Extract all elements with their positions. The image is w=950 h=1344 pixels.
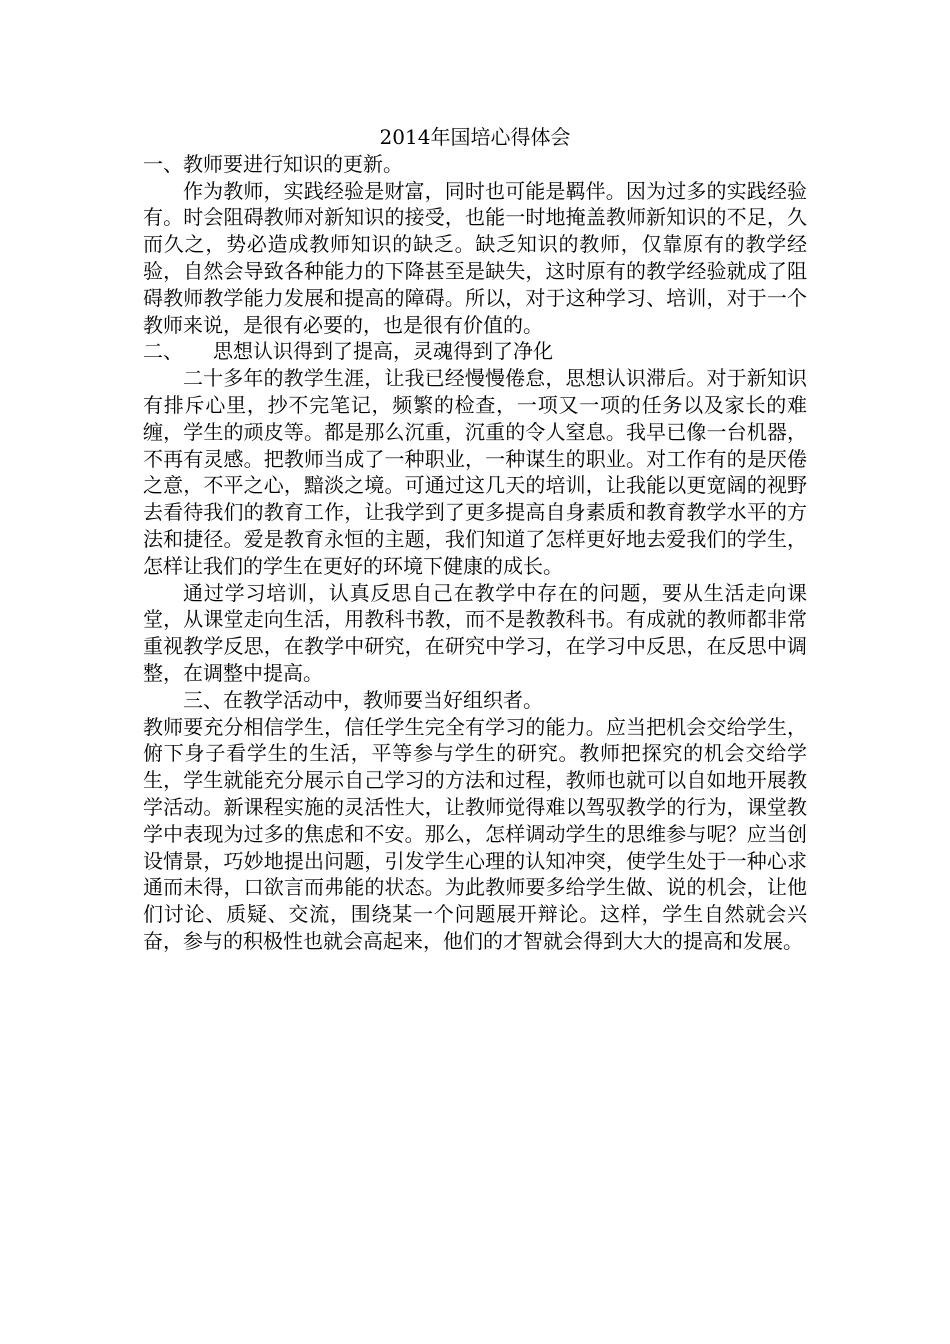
- section-2-paragraph-2: 通过学习培训，认真反思自己在教学中存在的问题，要从生活走向课堂，从课堂走向生活，用教科书教，而不是教教科书。有成就的教师都非常重视教学反思，在教学中研究，在研究中学习，在学习中反思，在反思中调整，在调整中提高。: [143, 580, 807, 685]
- section-2-paragraph-1: 二十多年的教学生涯，让我已经慢慢倦怠，思想认识滞后。对于新知识有排斥心里，抄不完笔记，频繁的检查，一项又一项的任务以及家长的难缠，学生的顽皮等。都是那么沉重，沉重的令人窒息。我早已像一台机器，不再有灵感。把教师当成了一种职业，一种谋生的职业。对工作有的是厌倦之意，不平之心，黯淡之境。可通过这几天的培训，让我能以更宽阔的视野去看待我们的教育工作，让我学到了更多提高自身素质和教育教学水平的方法和捷径。爱是教育永恒的主题，我们知道了怎样更好地去爱我们的学生，怎样让我们的学生在更好的环境下健康的成长。: [143, 366, 807, 578]
- section-2-number: 二、: [143, 339, 183, 364]
- section-2-heading-text: 思想认识得到了提高，灵魂得到了净化: [213, 339, 553, 364]
- document-title: 2014年国培心得体会: [379, 125, 571, 149]
- section-1-heading: 一、教师要进行知识的更新。: [143, 151, 403, 176]
- section-2-heading: [143, 338, 807, 365]
- section-3-paragraph: 教师要充分相信学生，信任学生完全有学习的能力。应当把机会交给学生，俯下身子看学生的生活，平等参与学生的研究。教师把探究的机会交给学生，学生就能充分展示自己学习的方法和过程，教师也就可以自如地开展教学活动。新课程实施的灵活性大，让教师觉得难以驾驭教学的行为，课堂教学中表现为过多的焦虑和不安。那么，怎样调动学生的思维参与呢？应当创设情景，巧妙地提出问题，引发学生心理的认知冲突，使学生处于一种心求通而未得，口欲言而弗能的状态。为此教师要多给学生做、说的机会，让他们讨论、质疑、交流，围绕某一个问题展开辩论。这样，学生自然就会兴奋，参与的积极性也就会高起来，他们的才智就会得到大大的提高和发展。: [143, 714, 807, 953]
- section-3-heading: 三、在教学活动中，教师要当好组织者。: [183, 687, 543, 712]
- section-1-paragraph: 作为教师，实践经验是财富，同时也可能是羁伴。因为过多的实践经验有。时会阻碍教师对新知识的接受，也能一时地掩盖教师新知识的不足，久而久之，势必造成教师知识的缺乏。缺乏知识的教师，仅靠原有的教学经验，自然会导致各种能力的下降甚至是缺失，这时原有的教学经验就成了阻碍教师教学能力发展和提高的障碍。所以，对于这种学习、培训，对于一个教师来说，是很有必要的，也是很有价值的。: [143, 178, 807, 337]
- document-body: [143, 124, 807, 955]
